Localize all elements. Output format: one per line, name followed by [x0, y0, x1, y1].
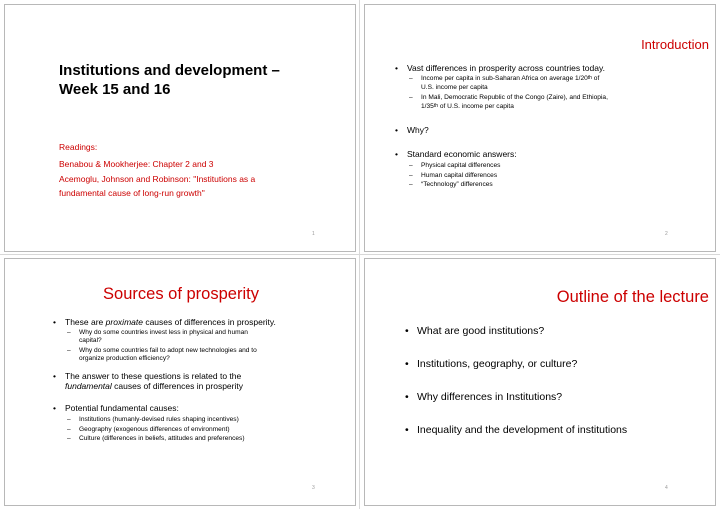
bullet-3: • Potential fundamental causes:	[53, 403, 353, 413]
outline-item: • Institutions, geography, or culture?	[405, 358, 711, 370]
slide-title: Introduction	[641, 37, 709, 52]
sub-bullet-1b: – Why do some countries fail to adopt new technologies and to organize production efficiency?	[67, 347, 353, 363]
sub-bullet-3a: – Institutions (humanly-devised rules shaping incentives)	[67, 415, 353, 425]
bullet-2: • Why?	[395, 125, 705, 135]
reading-1: Benabou & Mookherjee: Chapter 2 and 3	[59, 158, 214, 169]
bullet-1: • Vast differences in prosperity across countries today.	[395, 63, 705, 73]
readings-heading: Readings:	[59, 142, 98, 152]
slide-title: Outline of the lecture	[556, 288, 709, 306]
slide-1	[4, 4, 356, 252]
title-line-2: Week 15 and 16	[59, 81, 171, 98]
sub-bullet-1a: – Income per capita in sub-Saharan Africa on average 1/20th of U.S. income per capita	[409, 75, 705, 92]
bullet-3: • Standard economic answers:	[395, 149, 705, 159]
page-number: 1	[312, 231, 315, 237]
page-number: 2	[665, 231, 668, 237]
horizontal-divider	[0, 254, 720, 255]
slide-title	[59, 61, 280, 99]
slide-title: Sources of prosperity	[103, 285, 259, 303]
title-line-1: Institutions and development –	[59, 62, 280, 79]
bullet-2: • The answer to these questions is related to the fundamental causes of differences in prosperity	[53, 371, 353, 391]
slide-body	[395, 63, 705, 190]
sub-bullet-3a: – Physical capital differences	[409, 161, 705, 171]
slide-body	[53, 317, 353, 444]
slide-3	[4, 258, 356, 506]
bullet-1: • These are proximate causes of differences in prosperity.	[53, 317, 353, 327]
page-number: 4	[665, 485, 668, 491]
sub-bullet-1a: – Why do some countries invest less in physical and human capital?	[67, 329, 353, 345]
slide-4	[364, 258, 716, 506]
outline-item: • Why differences in Institutions?	[405, 391, 711, 403]
page-number: 3	[312, 485, 315, 491]
sub-bullet-3b: – Geography (exogenous differences of environment)	[67, 425, 353, 435]
outline-item: • What are good institutions?	[405, 325, 711, 337]
sub-bullet-1b: – In Mali, Democratic Republic of the Congo (Zaire), and Ethiopia, 1/35th of U.S. income per capita	[409, 94, 705, 111]
readings	[59, 141, 255, 200]
sub-bullet-3c: – Culture (differences in beliefs, attitudes and preferences)	[67, 434, 353, 444]
sub-bullet-3c: – “Technology” differences	[409, 180, 705, 190]
slide-2	[364, 4, 716, 252]
reading-2-line-1: Acemoglu, Johnson and Robinson: "Institutions as a	[59, 174, 256, 184]
outline-item: • Inequality and the development of institutions	[405, 424, 711, 436]
reading-2-line-2: fundamental cause of long-run growth"	[59, 187, 205, 198]
sub-bullet-3b: – Human capital differences	[409, 171, 705, 181]
outline-list	[405, 325, 711, 436]
